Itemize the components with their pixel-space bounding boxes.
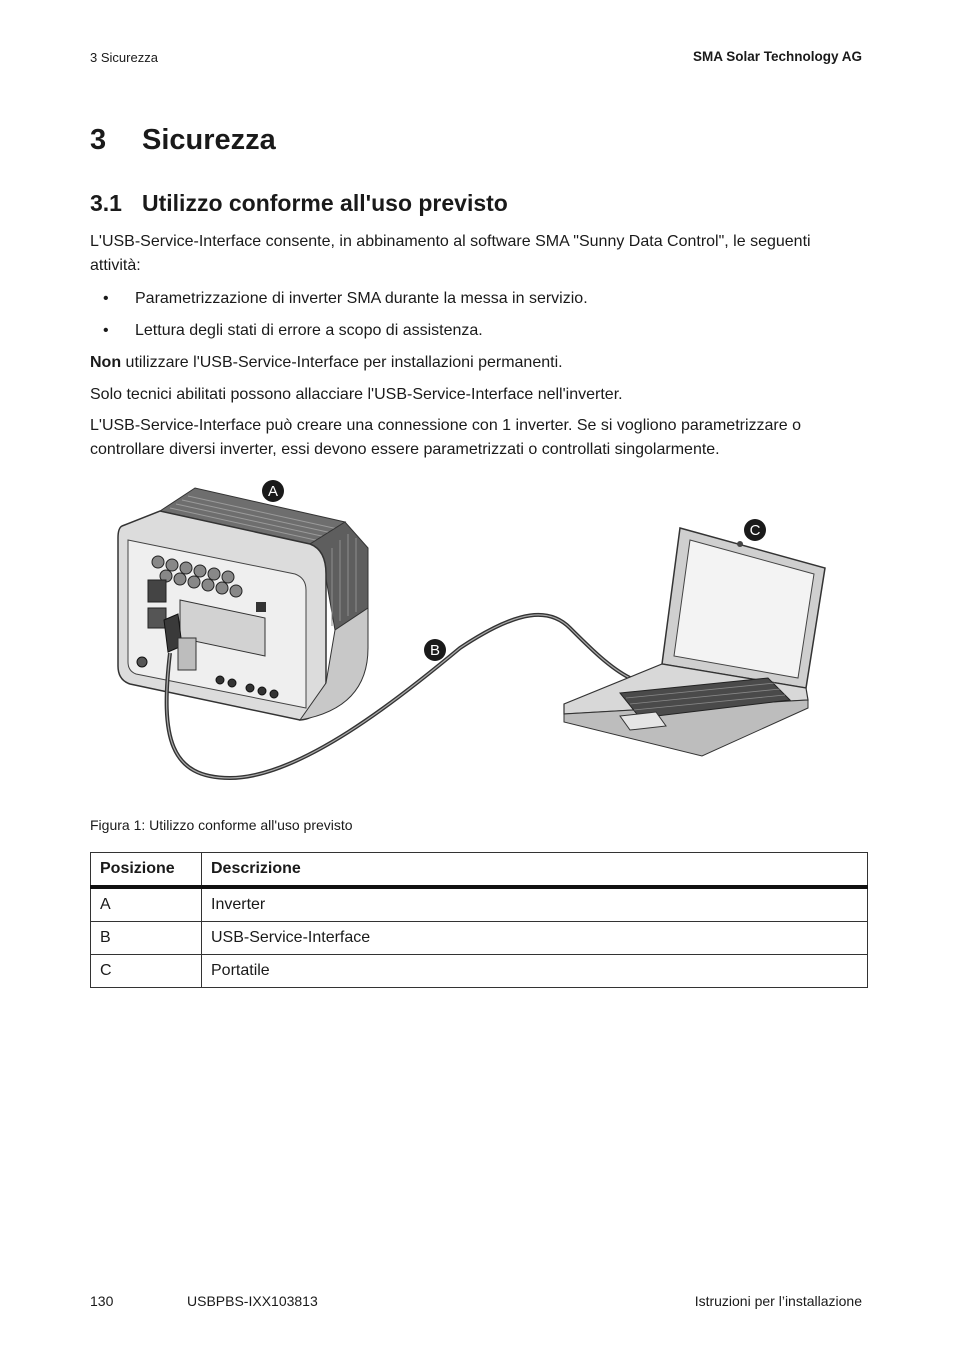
legend-position-cell: A bbox=[91, 887, 202, 922]
legend-position-cell: B bbox=[91, 922, 202, 955]
laptop-illustration bbox=[564, 528, 825, 756]
footer-document-title: Istruzioni per l’installazione bbox=[694, 1293, 862, 1309]
table-row bbox=[91, 922, 868, 955]
running-header-company: SMA Solar Technology AG bbox=[692, 49, 862, 64]
callout-A bbox=[262, 480, 284, 502]
legend-description-cell: Inverter bbox=[202, 887, 868, 922]
bullet-item: Lettura degli stati di errore a scopo di assistenza. bbox=[135, 322, 483, 339]
warning-paragraph bbox=[90, 351, 865, 375]
legend-header-row bbox=[91, 853, 868, 888]
chapter-number: 3 bbox=[90, 124, 107, 156]
inverter-illustration bbox=[118, 488, 368, 720]
legend-position-cell: C bbox=[91, 955, 202, 988]
bullet-marker: • bbox=[103, 290, 109, 307]
bullet-item: Parametrizzazione di inverter SMA durante la messa in servizio. bbox=[135, 290, 588, 307]
figure-caption: Figura 1: Utilizzo conforme all'uso previsto bbox=[90, 817, 353, 833]
table-row bbox=[91, 887, 868, 922]
section-number: 3.1 bbox=[90, 190, 122, 216]
section-title: Utilizzo conforme all'uso previsto bbox=[142, 190, 508, 216]
intro-paragraph: L'USB-Service-Interface consente, in abbinamento al software SMA "Sunny Data Control", le seguenti attività: bbox=[90, 233, 811, 274]
legend-table bbox=[90, 852, 868, 988]
table-row bbox=[91, 955, 868, 988]
callout-A-label: A bbox=[267, 483, 279, 500]
footer-page-number: 130 bbox=[90, 1293, 114, 1309]
legend-header-description: Descrizione bbox=[202, 853, 868, 888]
legend-description-cell: Portatile bbox=[202, 955, 868, 988]
legend-description-cell: USB-Service-Interface bbox=[202, 922, 868, 955]
connection-paragraph: L'USB-Service-Interface può creare una connessione con 1 inverter. Se si vogliono parametrizzare o controllare diversi inverter, essi devono essere parametrizzati o controllati singolarmente. bbox=[90, 417, 801, 458]
footer-document-code: USBPBS-IXX103813 bbox=[187, 1293, 318, 1309]
warning-emphasis: Non bbox=[90, 354, 122, 371]
technicians-paragraph: Solo tecnici abilitati possono allacciare l'USB-Service-Interface nell'inverter. bbox=[90, 386, 623, 403]
bullet-marker: • bbox=[103, 322, 109, 339]
callout-C-label: C bbox=[749, 522, 761, 539]
running-header-section: 3 Sicurezza bbox=[90, 50, 158, 65]
usage-illustration bbox=[100, 478, 840, 798]
chapter-heading bbox=[90, 124, 276, 157]
legend-header-position: Posizione bbox=[91, 853, 202, 888]
section-heading bbox=[90, 190, 508, 217]
callout-C bbox=[744, 519, 766, 541]
callout-B bbox=[424, 639, 446, 661]
warning-text: utilizzare l'USB-Service-Interface per installazioni permanenti. bbox=[121, 354, 563, 371]
chapter-title: Sicurezza bbox=[142, 124, 276, 156]
callout-B-label: B bbox=[429, 642, 441, 659]
